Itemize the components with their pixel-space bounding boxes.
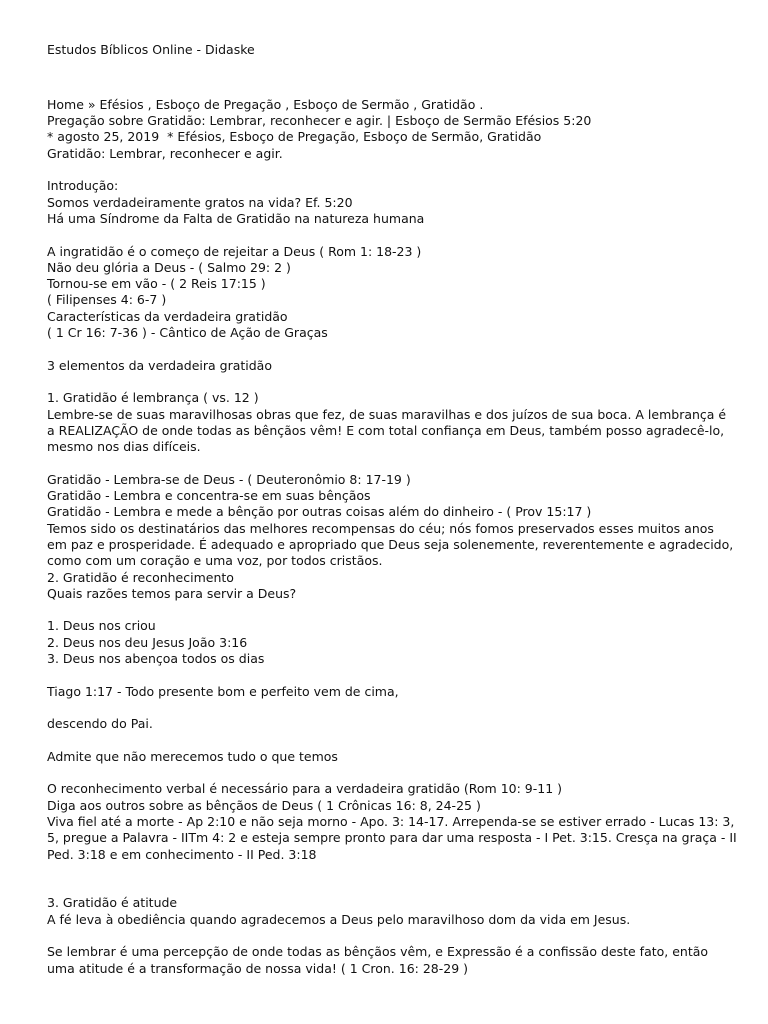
spacer (47, 765, 737, 781)
elements-heading: 3 elementos da verdadeira gratidão (47, 357, 272, 373)
james-quote: Tiago 1:17 - Todo presente bom e perfeito vem de cima, (47, 683, 399, 699)
spacer (47, 863, 737, 896)
james-quote-cont: descendo do Pai. (47, 716, 153, 732)
spacer (47, 732, 737, 748)
spacer (47, 374, 737, 390)
ingratitude-line: ( 1 Cr 16: 7-36 ) - Cântico de Ação de Graças (47, 325, 328, 341)
spacer (47, 667, 737, 683)
post-subtitle: Gratidão: Lembrar, reconhecer e agir. (47, 145, 283, 161)
verbal-line: O reconhecimento verbal é necessário para a verdadeira gratidão (Rom 10: 9-11 ) (47, 781, 563, 797)
intro-heading: Introdução: (47, 178, 119, 194)
document-body (47, 42, 741, 977)
breadcrumb[interactable]: Home » Efésios , Esboço de Pregação , Esboço de Sermão , Gratidão . (47, 96, 484, 112)
spacer (47, 455, 737, 471)
live-paragraph: Viva fiel até a morte - Ap 2:10 e não seja morno - Apo. 3: 14-17. Arrependa-se se estiver errado - Lucas 13: 3, 5, pregue a Palavra - IITm 4: 2 e esteja sempre pronto para dar uma resposta - I Pet. 3:15. Cresça na graça - II Ped. 3:18 e em conhecimento - II Ped. 3:18 (47, 813, 741, 862)
section1-closing: Temos sido os destinatários das melhores recompensas do céu; nós fomos preservados esses muitos anos em paz e prosperidade. É adequado e apropriado que Deus seja solenemente, reverentemente e agradecido, como com um coração e uma voz, por todos cristãos. (47, 520, 738, 569)
section1-paragraph: Lembre-se de suas maravilhosas obras que fez, de suas maravilhas e dos juízos de sua boca. A lembrança é a REALIZAÇÃO de onde todas as bênçãos vêm! E com total confiança em Deus, também posso agradecê-lo, mesmo nos dias difíceis. (47, 406, 731, 455)
post-meta: * agosto 25, 2019 * Efésios, Esboço de Pregação, Esboço de Sermão, Gratidão (47, 129, 542, 145)
ingratitude-line: Tornou-se em vão - ( 2 Reis 17:15 ) (47, 276, 266, 292)
intro-line: Somos verdadeiramente gratos na vida? Ef. 5:20 (47, 194, 353, 210)
section3-closing: Se lembrar é uma percepção de onde todas as bênçãos vêm, e Expressão é a confissão deste fato, então uma atitude é a transformação de nossa vida! ( 1 Cron. 16: 28-29 ) (47, 944, 713, 976)
section1-point: Gratidão - Lembra-se de Deus - ( Deuteronômio 8: 17-19 ) (47, 471, 411, 487)
spacer (47, 700, 737, 716)
tell-others-line: Diga aos outros sobre as bênçãos de Deus ( 1 Crônicas 16: 8, 24-25 ) (47, 797, 481, 813)
section2-heading: 2. Gratidão é reconhecimento (47, 569, 234, 585)
reason-item: 1. Deus nos criou (47, 618, 156, 634)
spacer (47, 341, 737, 357)
section3-faith: A fé leva à obediência quando agradecemos a Deus pelo maravilhoso dom da vida em Jesus. (47, 911, 631, 927)
ingratitude-line: Características da verdadeira gratidão (47, 308, 288, 324)
section1-heading: 1. Gratidão é lembrança ( vs. 12 ) (47, 390, 259, 406)
section1-point: Gratidão - Lembra e mede a bênção por outras coisas além do dinheiro - ( Prov 15:17 ) (47, 504, 592, 520)
admit-line: Admite que não merecemos tudo o que temos (47, 748, 338, 764)
section1-point: Gratidão - Lembra e concentra-se em suas bênçãos (47, 488, 371, 504)
reason-item: 3. Deus nos abençoa todos os dias (47, 650, 265, 666)
section2-question: Quais razões temos para servir a Deus? (47, 585, 297, 601)
spacer (47, 602, 737, 618)
spacer (47, 928, 737, 944)
spacer (47, 58, 737, 91)
site-title: Estudos Bíblicos Online - Didaske (47, 42, 255, 57)
ingratitude-line: ( Filipenses 4: 6-7 ) (47, 292, 167, 308)
ingratitude-line: Não deu glória a Deus - ( Salmo 29: 2 ) (47, 259, 291, 275)
ingratitude-line: A ingratidão é o começo de rejeitar a Deus ( Rom 1: 18-23 ) (47, 243, 422, 259)
reason-item: 2. Deus nos deu Jesus João 3:16 (47, 634, 248, 650)
intro-line: Há uma Síndrome da Falta de Gratidão na natureza humana (47, 210, 425, 226)
spacer (47, 162, 737, 178)
spacer (47, 227, 737, 243)
post-title: Pregação sobre Gratidão: Lembrar, reconhecer e agir. | Esboço de Sermão Efésios 5:20 (47, 113, 592, 129)
section3-heading: 3. Gratidão é atitude (47, 895, 178, 911)
